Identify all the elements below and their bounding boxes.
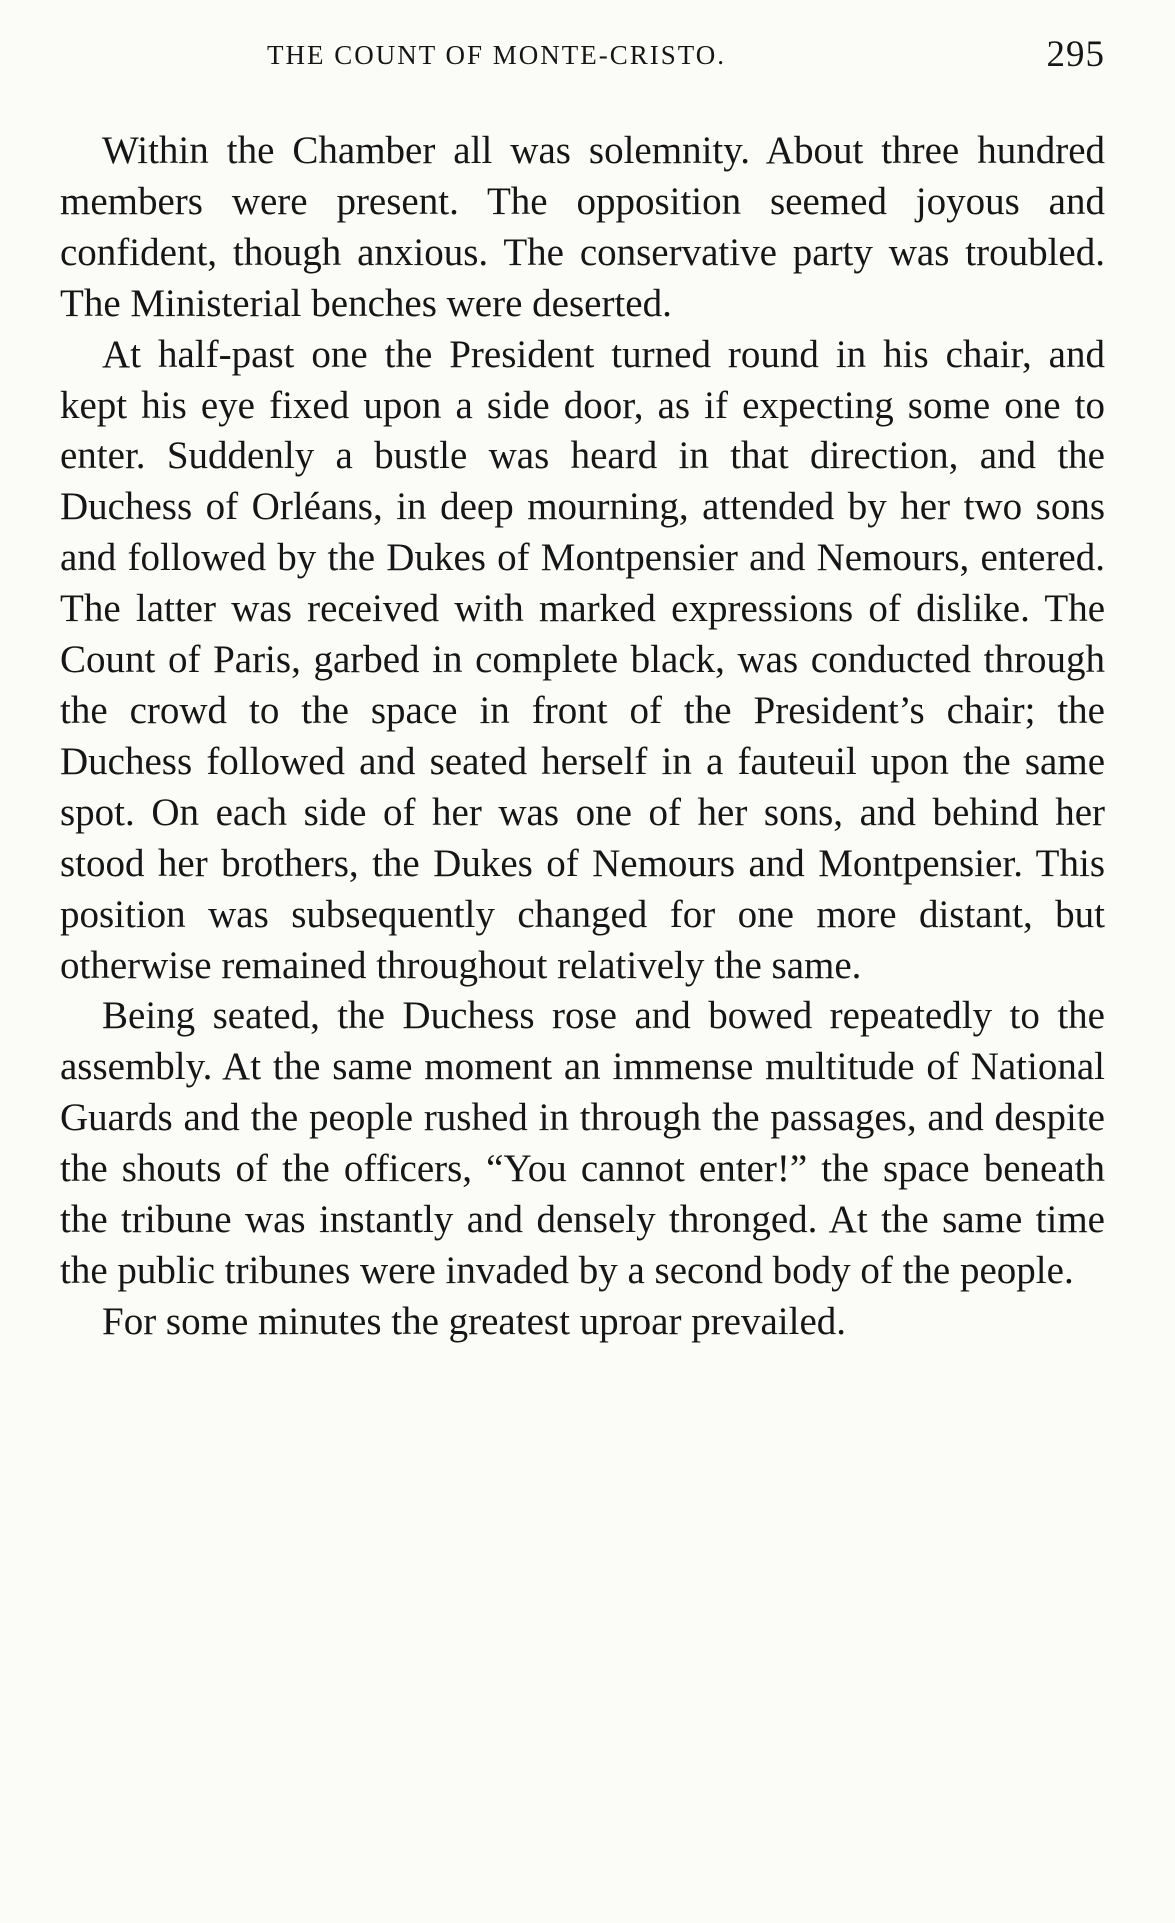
body-text — [60, 126, 1105, 1348]
running-title: THE COUNT OF MONTE-CRISTO. — [267, 40, 727, 70]
page-number: 295 — [1046, 34, 1105, 75]
paragraph-1: Within the Chamber all was solemnity. About three hundred members were present. The opposition seemed joyous and confident, though anxious. The conservative party was troubled. The Ministerial benches were deserted. — [60, 129, 1105, 325]
paragraph-3: Being seated, the Duchess rose and bowed repeatedly to the assembly. At the same moment an immense multitude of National Guards and the people rushed in through the passages, and despite the shouts of the officers, “You cannot enter!” the space beneath the tribune was instantly and densely thronged. At the same time the public tribunes were invaded by a second body of the people. — [60, 994, 1105, 1292]
paragraph-2: At half-past one the President turned round in his chair, and kept his eye fixed upon a side door, as if expecting some one to enter. Suddenly a bustle was heard in that direction, and the Duchess of Orléans, in deep mourning, attended by her two sons and followed by the Dukes of Montpensier and Nemours, entered. The latter was received with marked expressions of dislike. The Count of Paris, garbed in complete black, was conducted through the crowd to the space in front of the President’s chair; the Duchess followed and seated herself in a fauteuil upon the same spot. On each side of her was one of her sons, and behind her stood her brothers, the Dukes of Nemours and Montpensier. This position was subsequently changed for one more distant, but otherwise remained throughout relatively the same. — [60, 332, 1105, 987]
running-head — [60, 34, 1105, 88]
paragraph-4: For some minutes the greatest uproar prevailed. — [102, 1299, 847, 1343]
